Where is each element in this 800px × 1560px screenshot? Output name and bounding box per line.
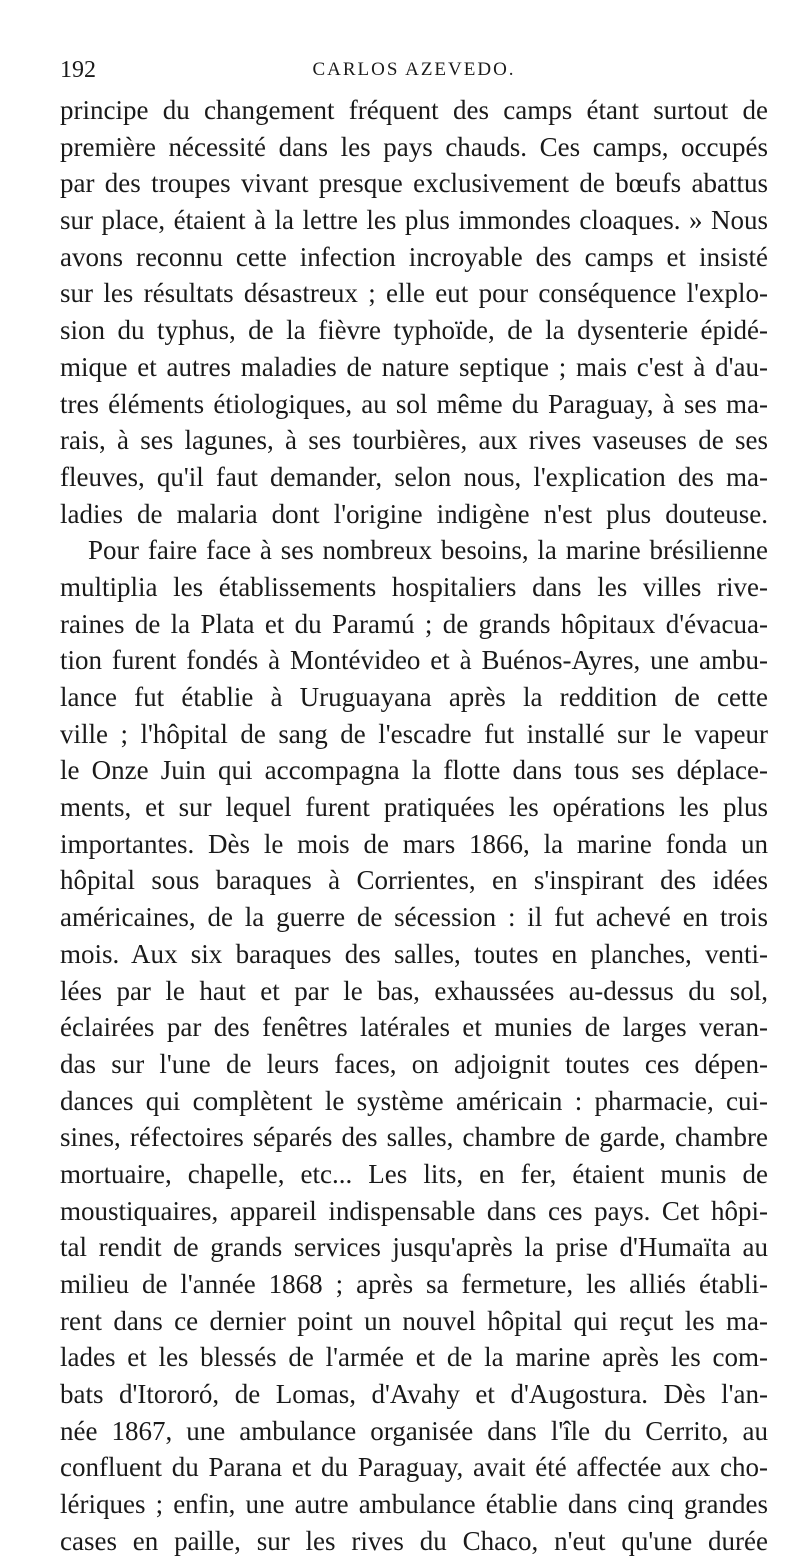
text-line: fleuves, qu'il faut demander, selon nous, l'explication des ma- — [60, 461, 768, 492]
text-line: milieu de l'année 1868 ; après sa fermeture, les alliés établi- — [60, 1269, 768, 1299]
text-line: par des troupes vivant presque exclusivement de bœufs abattus — [60, 168, 768, 199]
text-line: avons reconnu cette infection incroyable des camps et insisté — [60, 241, 768, 272]
text-line: raines de la Plata et du Paramú ; de grands hôpitaux d'évacua- — [60, 608, 768, 639]
text-line: lériques ; enfin, une autre ambulance établie dans cinq grandes — [60, 1489, 768, 1520]
text-line: importantes. Dès le mois de mars 1866, la marine fonda un — [60, 828, 768, 859]
text-line: tal rendit de grands services jusqu'après la prise d'Humaïta au — [60, 1232, 768, 1263]
text-line: lées par le haut et par le bas, exhaussées au-dessus du sol, — [60, 975, 768, 1006]
text-line: rent dans ce dernier point un nouvel hôpital qui reçut les ma- — [60, 1305, 768, 1336]
text-line: première nécessité dans les pays chauds. Ces camps, occupés — [60, 131, 768, 162]
page-header — [60, 55, 768, 85]
text-line: sur les résultats désastreux ; elle eut pour conséquence l'explo- — [60, 278, 768, 309]
text-line: hôpital sous baraques à Corrientes, en s'inspirant des idées — [60, 865, 768, 896]
text-line: américaines, de la guerre de sécession : il fut achevé en trois — [60, 902, 768, 933]
text-line: sur place, étaient à la lettre les plus immondes cloaques. » Nous — [60, 205, 768, 236]
text-line: lance fut établie à Uruguayana après la reddition de cette — [60, 682, 768, 712]
text-line: tres éléments étiologiques, au sol même du Paraguay, à ses ma- — [60, 388, 768, 419]
text-line: le Onze Juin qui accompagna la flotte dans tous ses déplace- — [60, 755, 768, 786]
text-line: dances qui complètent le système américain : pharmacie, cui- — [60, 1085, 768, 1116]
text-line: née 1867, une ambulance organisée dans l'île du Cerrito, au — [60, 1415, 768, 1446]
text-line: cases en paille, sur les rives du Chaco, n'eut qu'une durée — [60, 1525, 768, 1556]
text-line: tion furent fondés à Montévideo et à Buénos-Ayres, une ambu- — [60, 645, 768, 676]
text-line: mique et autres maladies de nature septique ; mais c'est à d'au- — [60, 351, 768, 382]
text-line: lades et les blessés de l'armée et de la marine après les com- — [60, 1342, 768, 1373]
text-line: sion du typhus, de la fièvre typhoïde, de la dysenterie épidé- — [60, 315, 768, 346]
running-head: CARLOS AZEVEDO. — [312, 59, 516, 80]
text-line: principe du changement fréquent des camps étant surtout de — [60, 95, 768, 125]
text-line: ladies de malaria dont l'origine indigène n'est plus douteuse. — [60, 498, 768, 529]
text-line: rais, à ses lagunes, à ses tourbières, aux rives vaseuses de ses — [60, 425, 768, 456]
text-line: multiplia les établissements hospitaliers dans les villes rive- — [60, 571, 768, 602]
text-line: bats d'Itororó, de Lomas, d'Avahy et d'Augostura. Dès l'an- — [60, 1379, 768, 1410]
text-line: moustiquaires, appareil indispensable dans ces pays. Cet hôpi- — [60, 1195, 768, 1226]
text-line: confluent du Parana et du Paraguay, avait été affectée aux cho- — [60, 1452, 768, 1483]
text-line: sines, réfectoires séparés des salles, chambre de garde, chambre — [60, 1122, 768, 1153]
paragraph-start-line: Pour faire face à ses nombreux besoins, la marine brésilienne — [88, 535, 768, 566]
text-line: ments, et sur lequel furent pratiquées les opérations les plus — [60, 792, 768, 823]
text-line: das sur l'une de leurs faces, on adjoignit toutes ces dépen- — [60, 1048, 768, 1079]
text-line: éclairées par des fenêtres latérales et munies de larges veran- — [60, 1012, 768, 1043]
body-text — [60, 92, 768, 1560]
text-line: mois. Aux six baraques des salles, toutes en planches, venti- — [60, 938, 768, 969]
text-line: ville ; l'hôpital de sang de l'escadre fut installé sur le vapeur — [60, 718, 768, 749]
text-line: mortuaire, chapelle, etc... Les lits, en fer, étaient munis de — [60, 1158, 768, 1189]
page-number: 192 — [60, 57, 96, 83]
